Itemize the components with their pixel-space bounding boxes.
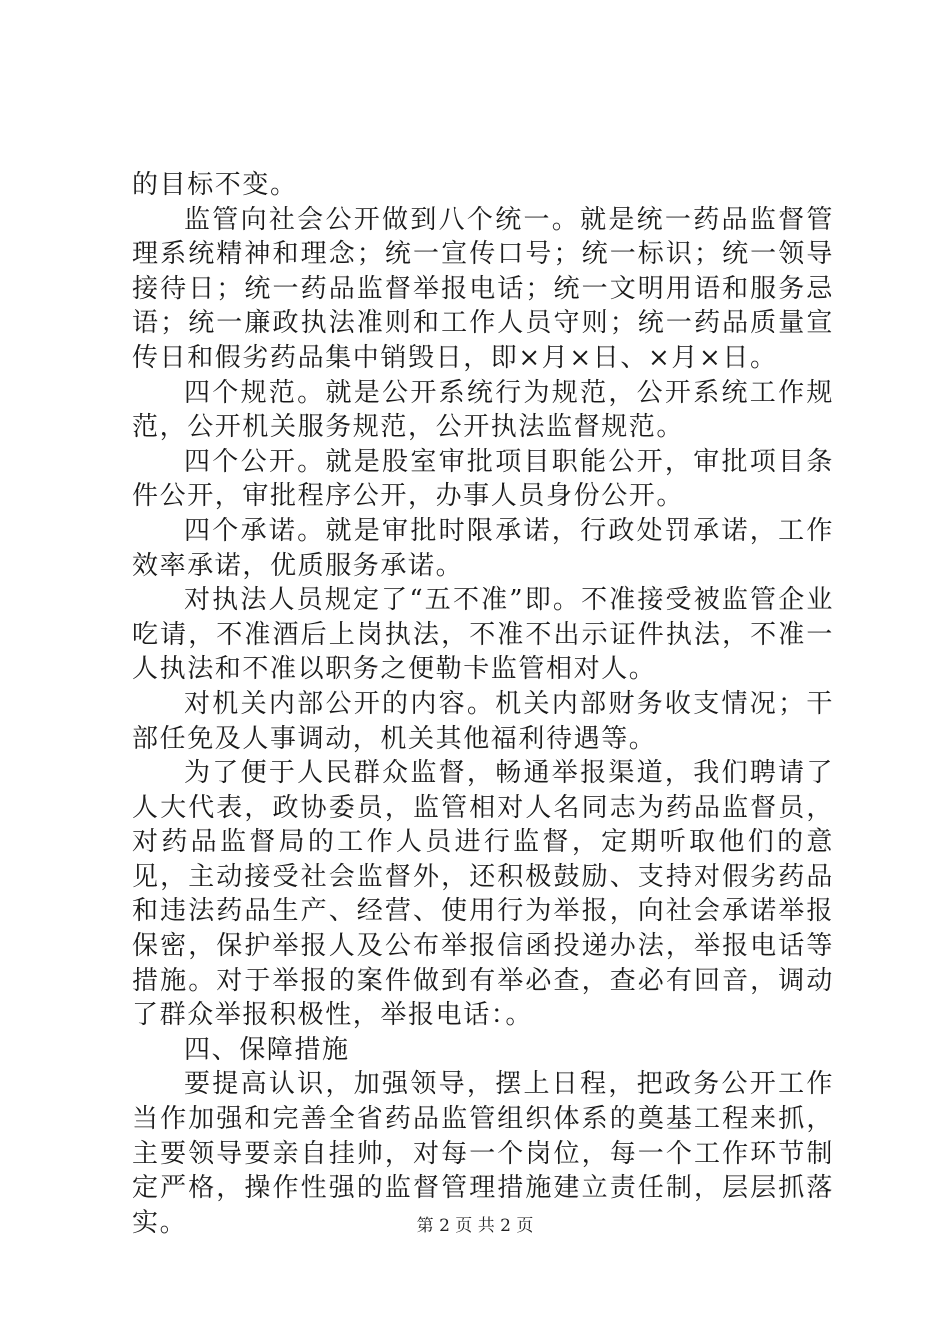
paragraph-five-prohibitions: 对执法人员规定了“五不准”即。不准接受被监管企业吃请，不准酒后上岗执法，不准不出示证件执法，不准一人执法和不准以职务之便勒卡监管相对人。 (132, 585, 834, 685)
paragraph-four-commitments: 四个承诺。就是审批时限承诺，行政处罚承诺，工作效率承诺，优质服务承诺。 (132, 515, 834, 581)
section-heading-safeguards: 四、保障措施 (184, 1034, 350, 1065)
paragraph-four-disclosures: 四个公开。就是股室审批项目职能公开，审批项目条件公开，审批程序公开，办事人员身份公开。 (132, 446, 834, 512)
paragraph-four-norms: 四个规范。就是公开系统行为规范，公开系统工作规范，公开机关服务规范，公开执法监督规范。 (132, 377, 834, 443)
document-body (132, 168, 834, 1240)
page-number-footer: 第 2 页 共 2 页 (416, 1216, 534, 1236)
paragraph-continuation: 的目标不变。 (132, 170, 298, 200)
paragraph-safeguards: 要提高认识，加强领导，摆上日程，把政务公开工作当作加强和完善全省药品监管组织体系的奠基工程来抓，主要领导要亲自挂帅，对每一个岗位，每一个工作环节制定严格，操作性强的监督管理措施建立责任制，层层抓落实。 (132, 1069, 834, 1238)
paragraph-internal-disclosure: 对机关内部公开的内容。机关内部财务收支情况；干部任免及人事调动，机关其他福利待遇等。 (132, 688, 834, 754)
paragraph-eight-unifications: 监管向社会公开做到八个统一。就是统一药品监督管理系统精神和理念；统一宣传口号；统一标识；统一领导接待日；统一药品监督举报电话；统一文明用语和服务忌语；统一廉政执法准则和工作人员守则；统一药品质量宣传日和假劣药品集中销毁日，即×月×日、×月×日。 (132, 204, 834, 373)
paragraph-public-supervision: 为了便于人民群众监督，畅通举报渠道，我们聘请了人大代表，政协委员，监管相对人名同志为药品监督员，对药品监督局的工作人员进行监督，定期听取他们的意见，主动接受社会监督外，还积极鼓励、支持对假劣药品和违法药品生产、经营、使用行为举报，向社会承诺举报保密，保护举报人及公布举报信函投递办法，举报电话等措施。对于举报的案件做到有举必查，查必有回音，调动了群众举报积极性，举报电话：。 (132, 758, 834, 1031)
